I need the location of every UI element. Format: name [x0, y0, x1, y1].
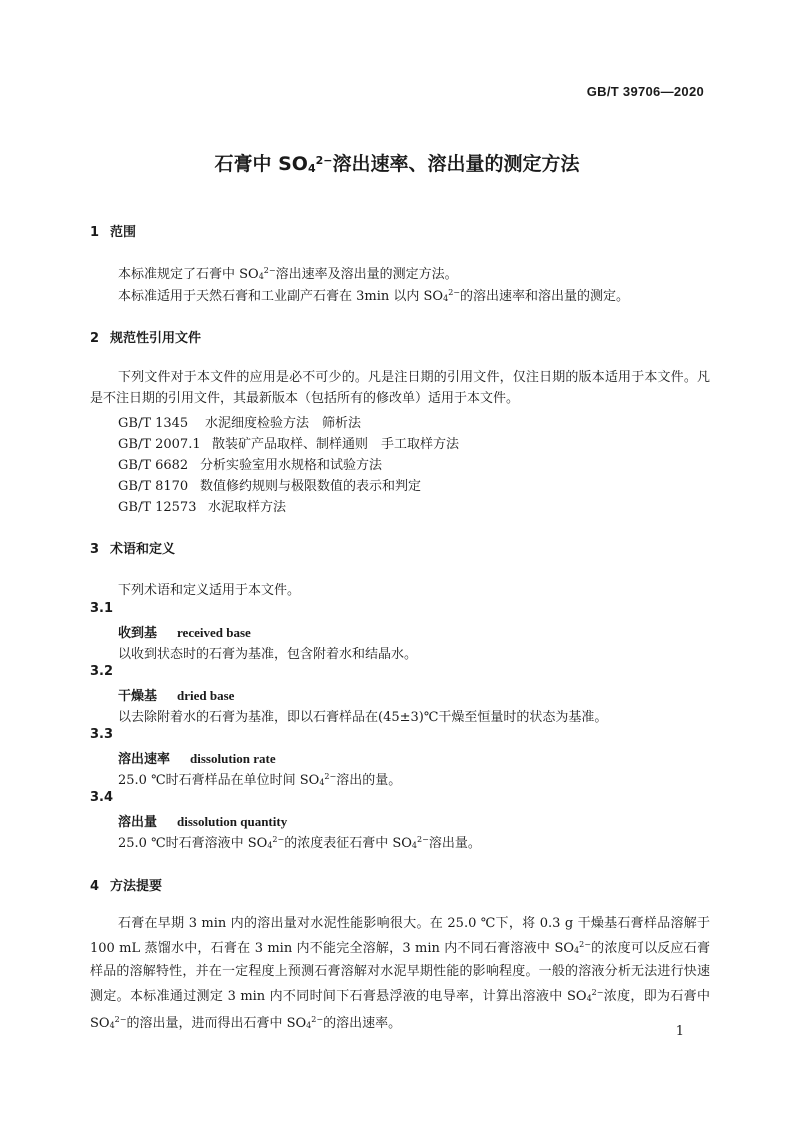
term-number: 3.1 [90, 601, 114, 616]
reference-item: GB/T 2007.1 散装矿产品取样、制样通则 手工取样方法 [118, 437, 460, 452]
term-heading: 干燥基 dried base [118, 688, 235, 704]
scope-paragraph-1: 本标准规定了石膏中 $SO_4^{2-}$溶出速率及溶出量的测定方法。 [118, 266, 458, 282]
section-heading-method-summary: 4 方法提要 [90, 879, 163, 894]
terms-intro: 下列术语和定义适用于本文件。 [118, 583, 301, 598]
scope-paragraph-2: 本标准适用于天然石膏和工业副产石膏在 3min 以内 $SO_4^{2-}$的溶出速率和溶出量的测定。 [118, 288, 629, 304]
section-heading-normative-references: 2 规范性引用文件 [90, 331, 202, 346]
section-heading-terms-definitions: 3 术语和定义 [90, 542, 176, 557]
term-heading: 溶出量 dissolution quantity [118, 814, 288, 830]
method-summary-paragraph: 石膏在早期 3 min 内的溶出量对水泥性能影响很大。在 25.0 ℃下，将 0.3 g 干燥基石膏样品溶解于 100 mL 蒸馏水中，石膏在 3 min 内不能完全溶解，3 min 内不同石膏溶液中 $SO_4^{2-}$的浓度可以反应石膏样品的溶解特性，并在一定程度上预测石膏溶解对水泥早期性能的影响程度。一般的溶液分析无法进行快速测定。本标准通过测定 3 min 内不同时间下石膏悬浮液的电导率，计算出溶液中 $SO_4^{2-}$浓度，即为石膏中 $SO_4^{2-}$的溶出量，进而得出石膏中 $SO_4^{2-}$的溶出速率。 [90, 916, 710, 1031]
term-number: 3.3 [90, 727, 114, 742]
section-heading-scope: 1 范围 [90, 225, 137, 240]
reference-item: GB/T 6682 分析实验室用水规格和试验方法 [118, 458, 383, 473]
term-heading: 溶出速率 dissolution rate [118, 751, 276, 767]
term-definition: 以去除附着水的石膏为基准，即以石膏样品在(45±3)℃干燥至恒量时的状态为基准。 [118, 710, 608, 725]
references-intro: 下列文件对于本文件的应用是必不可少的。凡是注日期的引用文件，仅注日期的版本适用于本文件。凡是不注日期的引用文件，其最新版本（包括所有的修改单）适用于本文件。 [90, 370, 710, 406]
reference-item: GB/T 12573 水泥取样方法 [118, 500, 287, 515]
page-number: 1 [675, 1024, 684, 1039]
document-title: 石膏中 $SO4^{2-}$溶出速率、溶出量的测定方法 [214, 153, 580, 175]
reference-item: GB/T 1345 水泥细度检验方法 筛析法 [118, 416, 362, 431]
standard-number: GB/T 39706—2020 [586, 84, 704, 99]
term-definition: 以收到状态时的石膏为基准，包含附着水和结晶水。 [118, 647, 418, 662]
term-heading: 收到基 received base [118, 625, 251, 641]
term-number: 3.4 [90, 790, 114, 805]
term-definition: 25.0 ℃时石膏样品在单位时间 $SO_4^{2-}$溶出的量。 [118, 772, 402, 788]
term-number: 3.2 [90, 664, 114, 679]
reference-item: GB/T 8170 数值修约规则与极限数值的表示和判定 [118, 479, 422, 494]
term-definition: 25.0 ℃时石膏溶液中 $SO_4^{2-}$的浓度表征石膏中 $SO_4^{2-}$溶出量。 [118, 835, 481, 851]
